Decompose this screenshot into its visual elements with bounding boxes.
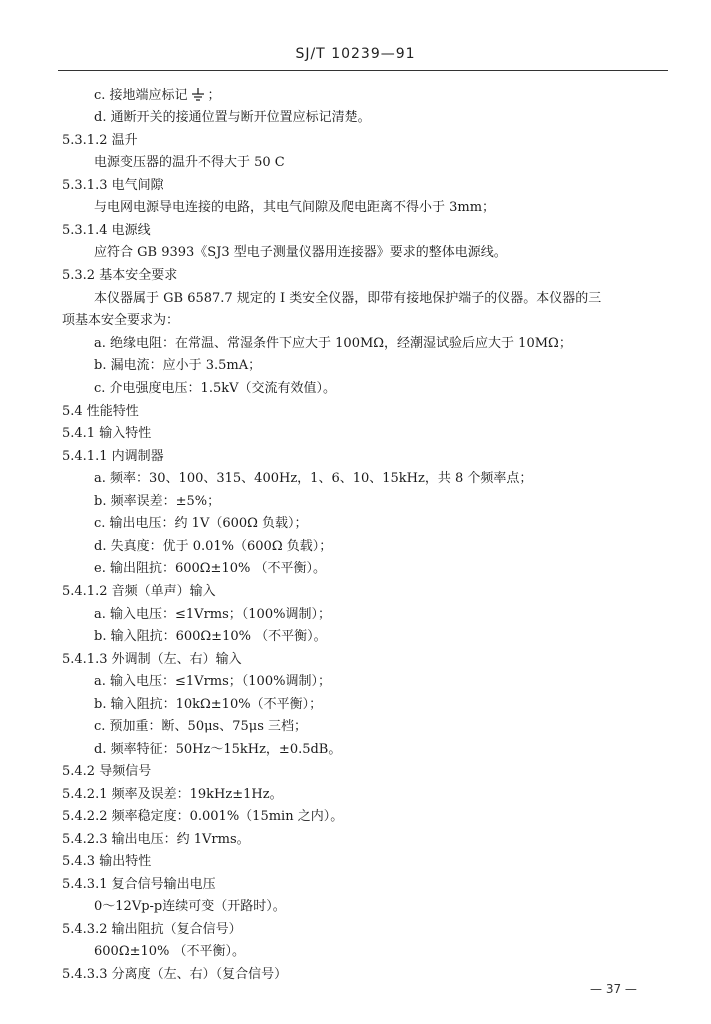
line-text: b. 漏电流：应小于 3.5mA；: [94, 358, 262, 373]
line-text: b. 频率误差：±5%；: [94, 494, 221, 509]
text-line: [62, 652, 242, 668]
line-text: a. 频率：30、100、315、400Hz，1、6、10、15kHz，共 8 个频率点；: [94, 471, 533, 486]
line-text: 5.3.1.3 电气间隙: [62, 178, 164, 193]
line-text: 项基本安全要求为：: [62, 313, 180, 328]
line-text: c. 介电强度电压：1.5kV（交流有效值）。: [94, 381, 336, 396]
text-line: [62, 268, 177, 284]
line-text: 5.4.2.2 频率稳定度：0.001%（15min 之内）。: [62, 809, 344, 824]
text-line: [94, 629, 327, 645]
text-line: [62, 967, 287, 983]
line-text: 应符合 GB 9393《SJ3 型电子测量仪器用连接器》要求的整体电源线。: [94, 245, 507, 260]
text-line: [94, 944, 245, 960]
text-line: [94, 899, 286, 915]
text-line: [94, 88, 221, 104]
line-text: 与电网电源导电连接的电路，其电气间隙及爬电距离不得小于 3mm；: [94, 200, 496, 215]
line-text: 5.4.1.2 音频（单声）输入: [62, 584, 216, 599]
line-text: 5.4.2 导频信号: [62, 764, 152, 779]
line-text: 600Ω±10% （不平衡）。: [94, 944, 246, 959]
text-line: [94, 719, 307, 735]
line-text: a. 输入电压：≤1Vrms；（100%调制）；: [94, 674, 331, 689]
line-text: 5.3.1.4 电源线: [62, 223, 151, 238]
text-line: [62, 223, 151, 239]
text-line: [62, 178, 164, 194]
line-text: 5.4.2.3 输出电压：约 1Vrms。: [62, 832, 250, 847]
line-text: 5.3.2 基本安全要求: [62, 268, 178, 283]
line-text: c. 输出电压：约 1V（600Ω 负载）；: [94, 516, 308, 531]
text-line: [62, 404, 139, 420]
text-line: [62, 922, 242, 938]
text-line: [94, 539, 332, 555]
text-line: [62, 449, 164, 465]
line-text: 5.4.1.3 外调制（左、右）输入: [62, 652, 242, 667]
line-text: 5.4.3 输出特性: [62, 854, 152, 869]
line-text: d. 通断开关的接通位置与断开位置应标记清楚。: [94, 110, 371, 125]
text-line: [94, 245, 507, 261]
text-line: [94, 291, 601, 307]
text-line: [62, 426, 151, 442]
text-line: [94, 381, 336, 397]
text-line: [94, 494, 220, 510]
text-line: [62, 877, 216, 893]
line-text: 5.4.3.2 输出阻抗（复合信号）: [62, 922, 242, 937]
line-text: 5.3.1.2 温升: [62, 133, 138, 148]
text-line: [94, 110, 371, 126]
text-line: [94, 742, 341, 758]
line-text: b. 输入阻抗：600Ω±10% （不平衡）。: [94, 629, 327, 644]
line-text: 0～12Vp-p连续可变（开路时）。: [94, 899, 286, 914]
line-text: d. 频率特征：50Hz～15kHz，±0.5dB。: [94, 742, 342, 757]
text-line: [94, 336, 572, 352]
text-line: [94, 697, 322, 713]
page-number: — 37 —: [590, 982, 637, 996]
line-text: 5.4.2.1 频率及误差：19kHz±1Hz。: [62, 787, 283, 802]
line-text: 本仪器属于 GB 6587.7 规定的 I 类安全仪器，即带有接地保护端子的仪器。本仪器的三: [94, 291, 602, 306]
text-line: [62, 133, 138, 149]
line-text: a. 绝缘电阻：在常温、常湿条件下应大于 100MΩ，经潮湿试验后应大于 10MΩ；: [94, 336, 572, 351]
ground-symbol-icon: [190, 88, 206, 102]
line-text: d. 失真度：优于 0.01%（600Ω 负载）；: [94, 539, 333, 554]
text-line: [62, 313, 179, 329]
line-text: 5.4.3.3 分离度（左、右）（复合信号）: [62, 967, 288, 982]
text-line: [94, 200, 495, 216]
text-line: [94, 471, 532, 487]
line-suffix: ；: [207, 88, 221, 103]
text-line: [62, 809, 343, 825]
text-line: [62, 832, 250, 848]
text-line: [94, 516, 308, 532]
text-line: [62, 787, 283, 803]
line-text: 电源变压器的温升不得大于 50 C: [94, 155, 285, 170]
text-line: [94, 674, 331, 690]
line-text: c. 预加重：断、50μs、75μs 三档；: [94, 719, 308, 734]
text-line: [94, 155, 285, 171]
text-line: [62, 854, 151, 870]
text-line: [62, 764, 151, 780]
line-text: 5.4 性能特性: [62, 404, 139, 419]
line-text: b. 输入阻抗：10kΩ±10%（不平衡）；: [94, 697, 323, 712]
header-rule: [58, 70, 668, 71]
text-line: [94, 607, 331, 623]
line-text: 5.4.1.1 内调制器: [62, 449, 164, 464]
line-text: 5.4.3.1 复合信号输出电压: [62, 877, 216, 892]
line-text: a. 输入电压：≤1Vrms；（100%调制）；: [94, 607, 331, 622]
document-header: SJ/T 10239—91: [295, 46, 416, 62]
line-text: e. 输出阻抗：600Ω±10% （不平衡）。: [94, 561, 326, 576]
text-line: [94, 358, 261, 374]
line-text: c. 接地端应标记: [94, 88, 188, 103]
text-line: [94, 561, 326, 577]
text-line: [62, 584, 216, 600]
line-text: 5.4.1 输入特性: [62, 426, 152, 441]
